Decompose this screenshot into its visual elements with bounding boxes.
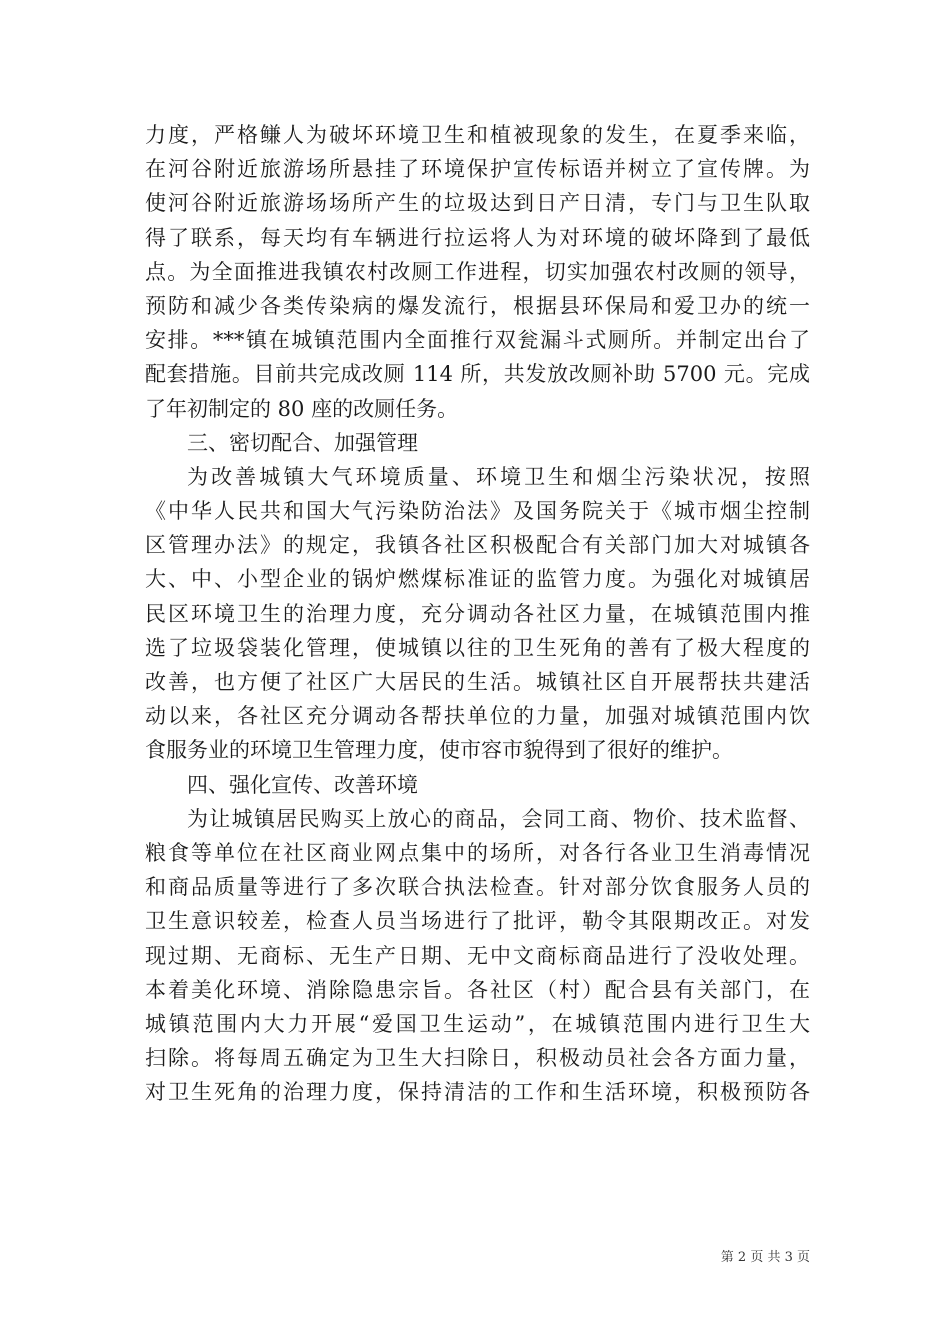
text-line: 扫除。将每周五确定为卫生大扫除日，积极动员社会各方面力量， xyxy=(145,1046,810,1071)
text-line: 三、密切配合、加强管理 xyxy=(187,430,418,455)
text-line: 使河谷附近旅游场场所产生的垃圾达到日产日清，专门与卫生队取 xyxy=(145,191,810,216)
text-line: 为让城镇居民购买上放心的商品，会同工商、物价、技术监督、 xyxy=(187,806,810,831)
text-line: 在河谷附近旅游场所悬挂了环境保护宣传标语并树立了宣传牌。为 xyxy=(145,157,810,182)
text-line: 配套措施。目前共完成改厕 114 所，共发放改厕补助 5700 元。完成 xyxy=(145,362,810,387)
text-line: 四、强化宣传、改善环境 xyxy=(187,772,418,797)
text-line: 和商品质量等进行了多次联合执法检查。针对部分饮食服务人员的 xyxy=(145,875,810,900)
text-line: 力度，严格鳒人为破坏环境卫生和植被现象的发生，在夏季来临， xyxy=(145,123,810,147)
text-line: 区管理办法》的规定，我镇各社区积极配合有关部门加大对城镇各 xyxy=(145,533,810,558)
text-line: 得了联系，每天均有车辆进行拉运将人为对环境的破坏降到了最低 xyxy=(145,225,810,250)
text-line: 了年初制定的 80 座的改厕任务。 xyxy=(145,396,459,421)
body-text xyxy=(145,118,810,1109)
text-line: 现过期、无商标、无生产日期、无中文商标商品进行了没收处理。 xyxy=(145,943,810,968)
text-line: 民区环境卫生的治理力度，充分调动各社区力量，在城镇范围内推 xyxy=(145,601,810,626)
text-line: 城镇范围内大力开展“爱国卫生运动”，在城镇范围内进行卫生大 xyxy=(145,1011,810,1036)
text-line: 动以来，各社区充分调动各帮扶单位的力量，加强对城镇范围内饮 xyxy=(145,704,810,729)
text-line: 对卫生死角的治理力度，保持清洁的工作和生活环境，积极预防各 xyxy=(145,1080,810,1105)
text-line: 卫生意识较差，检查人员当场进行了批评，勒令其限期改正。对发 xyxy=(145,909,810,934)
text-line: 食服务业的环境卫生管理力度，使市容市貌得到了很好的维护。 xyxy=(145,738,733,763)
text-line: 粮食等单位在社区商业网点集中的场所，对各行各业卫生消毒情况 xyxy=(145,840,810,865)
page-number-footer: 第 2 页 共 3 页 xyxy=(720,1250,810,1265)
text-line: 点。为全面推进我镇农村改厕工作进程，切实加强农村改厕的领导， xyxy=(145,259,810,284)
text-line: 本着美化环境、消除隐患宗旨。各社区（村）配合县有关部门，在 xyxy=(145,977,810,1002)
text-line: 《中华人民共和国大气污染防治法》及国务院关于《城市烟尘控制 xyxy=(145,499,810,524)
text-line: 安排。***镇在城镇范围内全面推行双瓮漏斗式厕所。并制定出台了 xyxy=(145,328,810,353)
text-line: 大、中、小型企业的锅炉燃煤标准证的监管力度。为强化对城镇居 xyxy=(145,567,810,592)
text-line: 选了垃圾袋装化管理，使城镇以往的卫生死角的善有了极大程度的 xyxy=(145,635,810,660)
text-line: 预防和减少各类传染病的爆发流行，根据县环保局和爱卫办的统一 xyxy=(145,293,810,318)
text-line: 改善，也方便了社区广大居民的生活。城镇社区自开展帮扶共建活 xyxy=(145,670,810,694)
text-line: 为改善城镇大气环境质量、环境卫生和烟尘污染状况，按照 xyxy=(187,464,810,489)
